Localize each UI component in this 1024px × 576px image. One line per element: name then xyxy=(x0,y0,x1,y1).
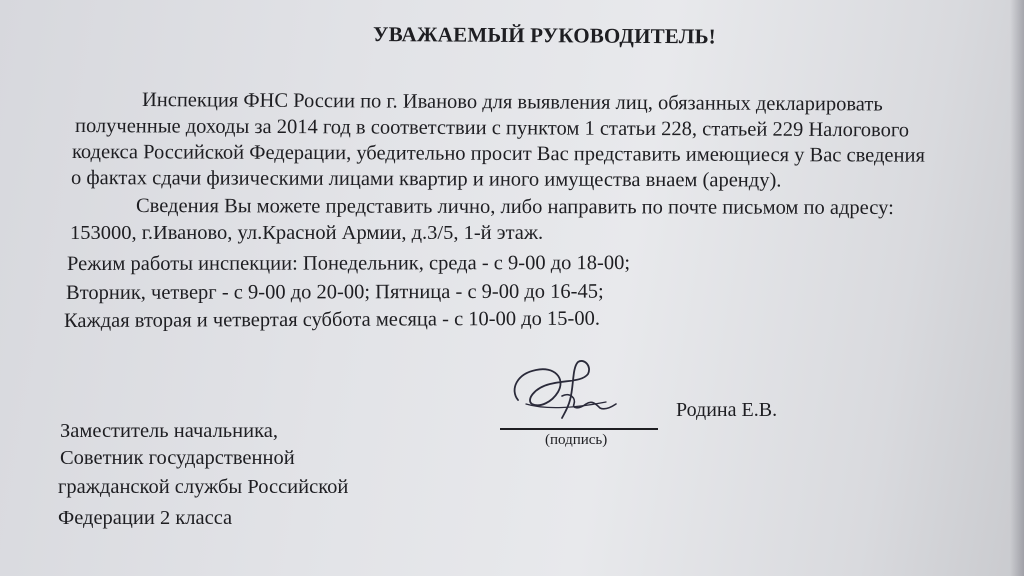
signature-line xyxy=(500,428,658,430)
body-line: Режим работы инспекции: Понедельник, среда - с 9-00 до 18-00; xyxy=(66,252,631,275)
signature-caption: (подпись) xyxy=(545,432,608,448)
body-line: кодекса Российской Федерации, убедительно просит Вас представить имеющиеся у Вас сведения xyxy=(71,141,925,167)
signer-title-line: Заместитель начальника, xyxy=(60,420,278,442)
letter-heading: УВАЖАЕМЫЙ РУКОВОДИТЕЛЬ! xyxy=(372,22,717,49)
handwritten-signature xyxy=(506,352,626,422)
signer-title-line: Федерации 2 класса xyxy=(58,507,233,529)
body-line: 153000, г.Иваново, ул.Красной Армии, д.3/5, 1-й этаж. xyxy=(70,222,544,244)
body-line: Вторник, четверг - с 9-00 до 20-00; Пятница - с 9-00 до 16-45; xyxy=(65,280,604,304)
signer-title-line: Советник государственной xyxy=(60,447,295,469)
body-line: Сведения Вы можете представить лично, либо направить по почте письмом по адресу: xyxy=(135,195,894,219)
body-line: о фактах сдачи физическими лицами квартир и иного имущества внаем (аренду). xyxy=(70,167,782,192)
body-line: Инспекция ФНС России по г. Иваново для выявления лиц, обязанных декларировать xyxy=(141,89,883,116)
signer-title-line: гражданской службы Российской xyxy=(58,476,349,498)
body-line: полученные доходы за 2014 год в соответствии с пунктом 1 статьи 228, статьей 229 Налогового xyxy=(74,115,910,142)
body-line: Каждая вторая и четвертая суббота месяца - с 10-00 до 15-00. xyxy=(63,307,601,332)
signer-name: Родина Е.В. xyxy=(676,399,778,421)
